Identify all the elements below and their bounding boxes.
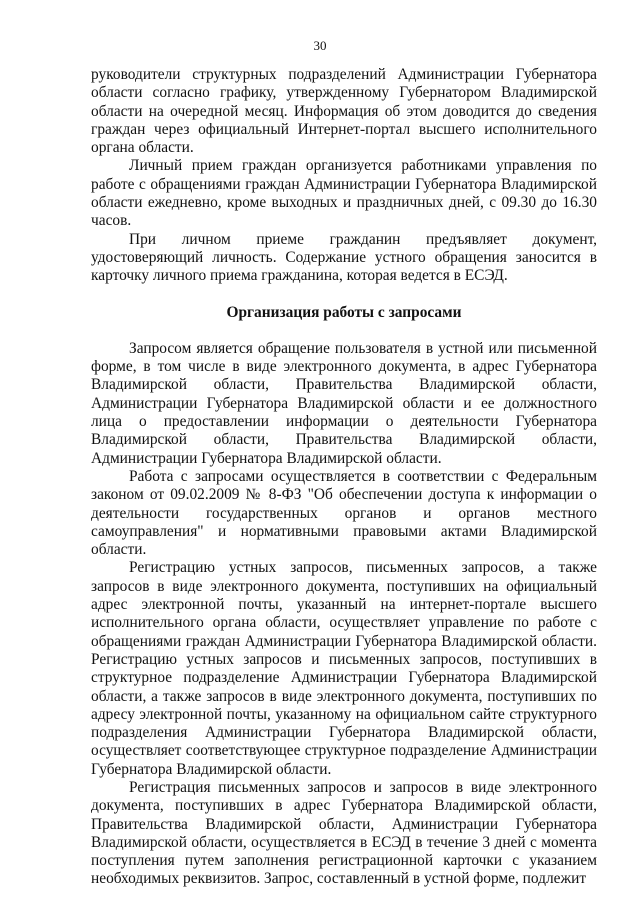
paragraph: Регистрацию устных запросов, письменных запросов, а также запросов в виде электронного документа, поступивших на официальный адрес электронной почты, указанный на интернет-портале высшего исполнительного органа области, осуществляет управление по работе с обращениями граждан Администрации Губернатора Владимирской области. Регистрацию устных запросов и письменных запросов, поступивших в структурное подразделение Администрации Губернатора Владимирской области, а также запросов в виде электронного документа, поступивших по адресу электронной почты, указанному на официальном сайте структурного подразделения Администрации Губернатора Владимирской области, осуществляет соответствующее структурное подразделение Администрации Губернатора Владимирской области. [91,559,597,778]
paragraph: руководители структурных подразделений Администрации Губернатора области согласно графику, утвержденному Губернатором Владимирской области на очередной месяц. Информация об этом доводится до сведения граждан через официальный Интернет-портал высшего исполнительного органа области. [91,66,597,157]
paragraph: Регистрация письменных запросов и запросов в виде электронного документа, поступивших в адрес Губернатора Владимирской области, Правительства Владимирской области, Администрации Губернатора Владимирской области, осуществляется в ЕСЭД в течение 3 дней с момента поступления путем заполнения регистрационной карточки с указанием необходимых реквизитов. Запрос, составленный в устной форме, подлежит [91,778,597,888]
document-body [91,66,597,889]
paragraph: Личный прием граждан организуется работниками управления по работе с обращениями граждан Администрации Губернатора Владимирской области ежедневно, кроме выходных и праздничных дней, с 09.30 до 16.30 часов. [91,157,597,230]
page-number: 30 [313,38,327,53]
paragraph: Запросом является обращение пользователя в устной или письменной форме, в том числе в виде электронного документа, в адрес Губернатора Владимирской области, Правительства Владимирской области, Администрации Губернатора Владимирской области и ее должностного лица о предоставлении информации о деятельности Губернатора Владимирской области, Правительства Владимирской области, Администрации Губернатора Владимирской области. [91,339,597,467]
paragraph: При личном приеме гражданин предъявляет документ, удостоверяющий личность. Содержание устного обращения заносится в карточку личного приема гражданина, которая ведется в ЕСЭД. [91,230,597,285]
paragraph: Работа с запросами осуществляется в соответствии с Федеральным законом от 09.02.2009 № 8-ФЗ "Об обеспечении доступа к информации о деятельности государственных органов и органов местного самоуправления" и нормативными правовыми актами Владимирской области. [91,467,597,559]
section-heading: Организация работы с запросами [226,303,462,321]
